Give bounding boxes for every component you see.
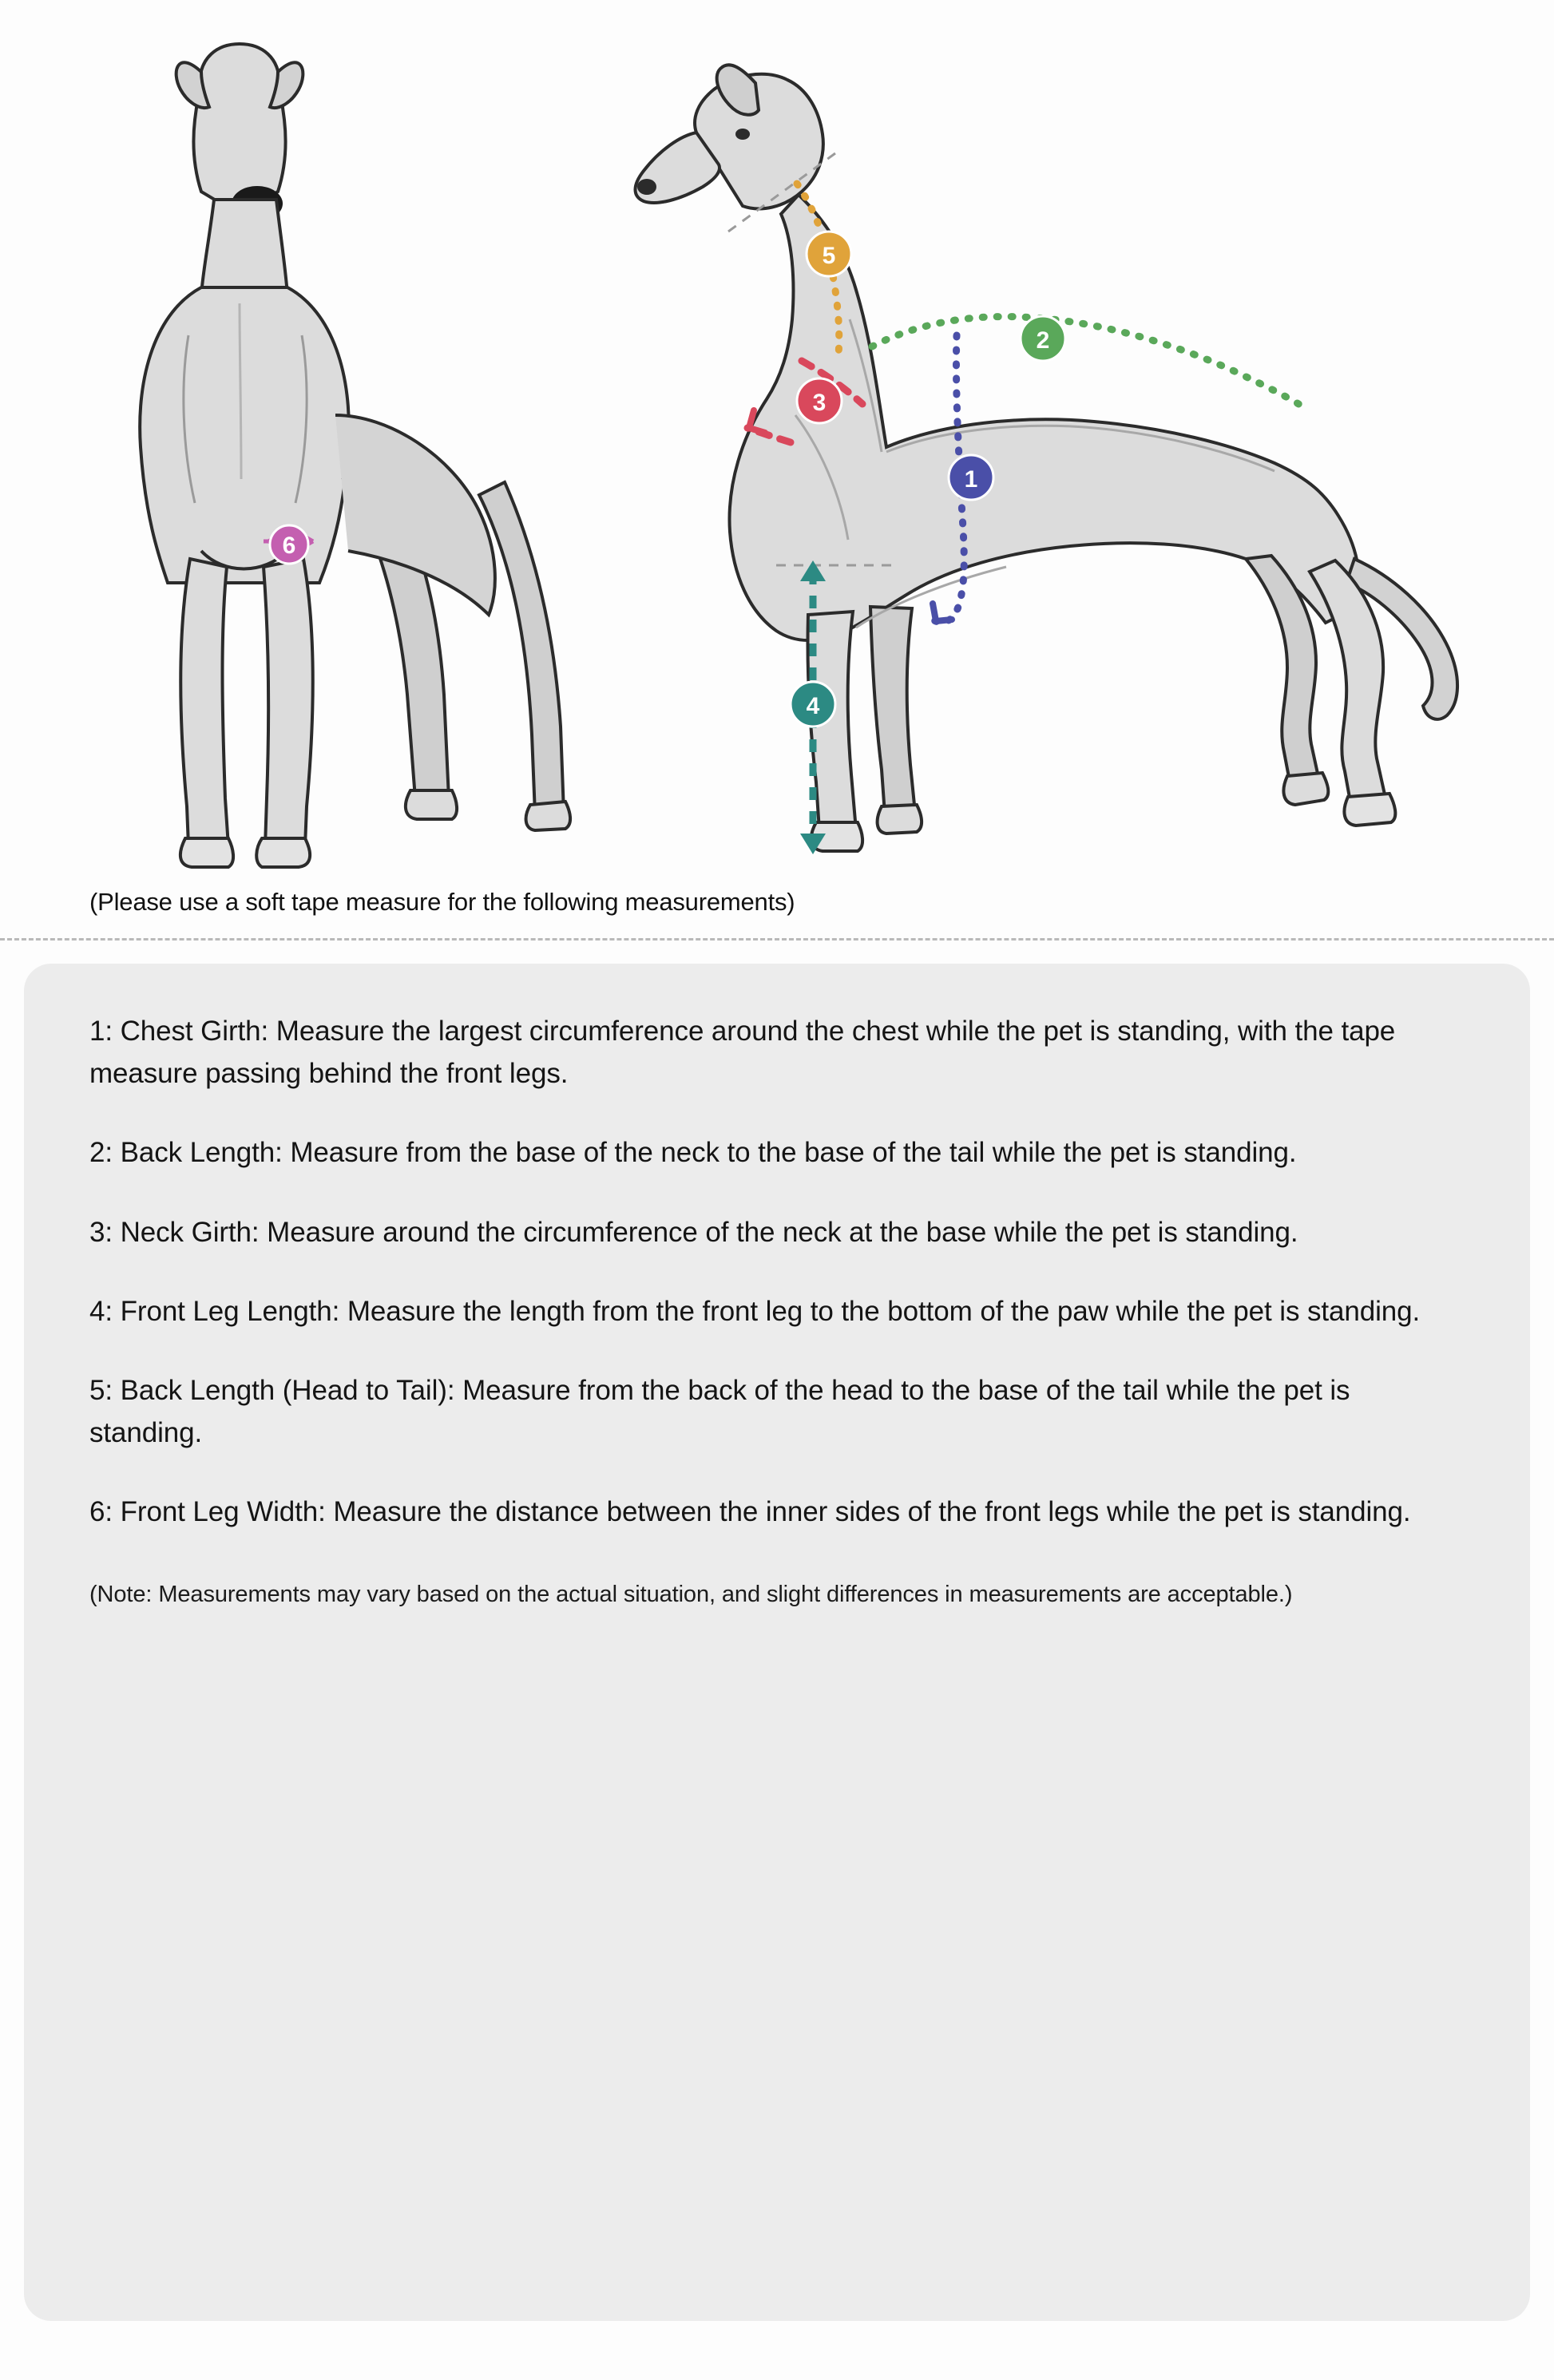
instruction-step-2: 2: Back Length: Measure from the base of the neck to the base of the tail while the pet is standing. [89, 1137, 1297, 1169]
section-divider [0, 938, 1554, 941]
marker-3-label: 3 [812, 390, 827, 416]
instruction-step-3: 3: Neck Girth: Measure around the circumference of the neck at the base while the pet is standing. [89, 1216, 1298, 1248]
marker-2-back-length [872, 316, 1306, 409]
dog-measurement-illustration [0, 0, 1554, 894]
instruction-step-4: 4: Front Leg Length: Measure the length from the front leg to the bottom of the paw while the pet is standing. [89, 1295, 1421, 1327]
instruction-step-6: 6: Front Leg Width: Measure the distance between the inner sides of the front legs while the pet is standing. [89, 1496, 1411, 1528]
measurement-note: (Note: Measurements may vary based on the actual situation, and slight differences in measurements are acceptable.) [89, 1581, 1293, 1607]
marker-5-label: 5 [822, 243, 836, 269]
marker-1-label: 1 [964, 466, 978, 493]
marker-4-label: 4 [806, 693, 820, 719]
marker-2-label: 2 [1036, 327, 1050, 354]
dog-side-view [636, 65, 1458, 854]
instruction-step-1: 1: Chest Girth: Measure the largest circumference around the chest while the pet is standing, with the tape measure passing behind the front legs. [89, 1016, 1396, 1090]
marker-6-label: 6 [282, 533, 296, 559]
instruction-step-5: 5: Back Length (Head to Tail): Measure from the back of the head to the base of the tail while the pet is standing. [89, 1374, 1350, 1449]
tape-measure-note: (Please use a soft tape measure for the following measurements) [89, 888, 795, 916]
dog-front-view [140, 44, 570, 867]
measurement-instructions-panel [24, 964, 1530, 2321]
